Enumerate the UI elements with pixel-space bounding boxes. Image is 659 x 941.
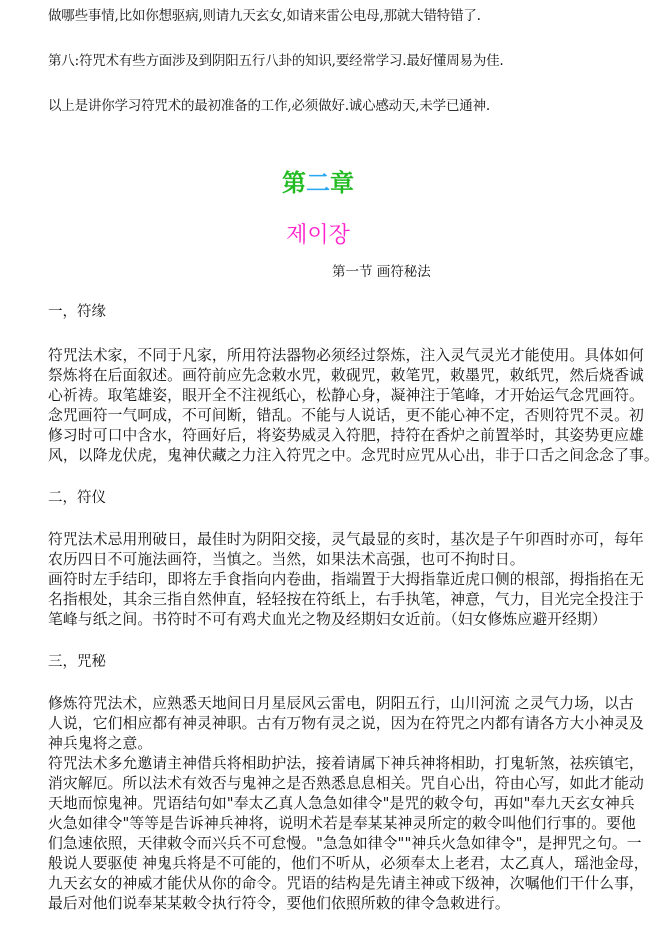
intro-line-1: 做哪些事情,比如你想驱病,则请九天玄女,如请来雷公电母,那就大错特错了. bbox=[48, 8, 481, 24]
section-title: 第一节 画符秘法 bbox=[332, 264, 431, 280]
intro-line-2: 第八:符咒术有些方面涉及到阴阳五行八卦的知识,要经常学习.最好懂周易为佳. bbox=[48, 53, 504, 69]
section-body-3 bbox=[48, 694, 649, 914]
body-line: 火急如律令"等等是告诉神兵神将，说明术若是奉某某神灵所定的敕令叫他们行事的。要他 bbox=[48, 815, 636, 832]
body-line: 心祈祷。取笔雄姿，眼开全不注视纸心，松静心身，凝神注于笔峰，才开始运气念咒画符。 bbox=[48, 387, 644, 404]
body-line: 消灾解厄。所以法术有效否与鬼神之是否熟悉息息相关。咒自心出，符由心写，如此才能动 bbox=[48, 775, 644, 792]
body-line: 风，以降龙伏虎，鬼神伏藏之力注入符咒之中。念咒时应咒从心出，非于口舌之间念念了事。 bbox=[48, 447, 659, 464]
body-line: 人说，它们相应都有神灵神职。古有万物有灵之说，因为在符咒之内都有请各方大小神灵及 bbox=[48, 715, 644, 732]
body-line: 名指根处，其余三指自然伸直，轻轻按在符纸上，右手执笔，神意，气力，目光完全投注于 bbox=[48, 591, 644, 608]
section-heading-1: 一，符缘 bbox=[48, 304, 106, 320]
section-body-2 bbox=[48, 530, 644, 630]
body-line: 符咒法术忌用刑破日，最佳时为阴阳交接，灵气最显的亥时，基次是子午卯酉时亦可，每年 bbox=[48, 531, 644, 548]
body-line: 画符时左手结印，即将左手食指向内卷曲，指端置于大拇指靠近虎口侧的根部，拇指掐在无 bbox=[48, 571, 644, 588]
section-heading-3: 三，咒秘 bbox=[48, 654, 106, 670]
chapter-title-part-2: 二 bbox=[306, 169, 330, 197]
section-heading-2: 二，符仪 bbox=[48, 490, 106, 506]
chapter-title-part-1: 第 bbox=[282, 169, 306, 197]
body-line: 念咒画符一气呵成，不可间断，错乱。不能与人说话，更不能心神不定，否则符咒不灵。初 bbox=[48, 407, 644, 424]
body-line: 们急速依照，天律敕令而兴兵不可怠慢。"急急如律令""神兵火急如律令"，是押咒之句。一 bbox=[48, 835, 642, 852]
body-line: 祭炼将在后面叙述。画符前应先念敕水咒，敕砚咒，敕笔咒，敕墨咒，敕纸咒，然后烧香诚 bbox=[48, 367, 644, 384]
body-line: 修炼符咒法术，应熟悉天地间日月星辰风云雷电，阴阳五行，山川河流 之灵气力场，以古 bbox=[48, 695, 634, 712]
body-line: 般说人要驱使 神鬼兵将是不可能的，他们不听从，必须奉太上老君，太乙真人，瑶池金母， bbox=[48, 855, 649, 872]
body-line: 修习时可口中含水，符画好后，将姿势威灵入符肥，持符在香炉之前置举时，其姿势更应雄 bbox=[48, 427, 644, 444]
chapter-title-part-3: 章 bbox=[330, 169, 354, 197]
body-line: 符咒法术多允邀请主神借兵将相助护法，接着请属下神兵神将相助，打鬼斩煞，祛疾镇宅， bbox=[48, 755, 644, 772]
body-line: 天地而惊鬼神。咒语结句如"奉太乙真人急急如律令"是咒的敕令句，再如"奉九天玄女神兵 bbox=[48, 795, 635, 812]
body-line: 农历四日不可施法画符，当慎之。当然，如果法术高强，也可不拘时日。 bbox=[48, 551, 525, 568]
body-line: 九天玄女的神威才能伏从你的命令。咒语的结构是先请主神或下级神，次嘱他们干什么事， bbox=[48, 875, 644, 892]
section-body-1 bbox=[48, 346, 659, 466]
body-line: 神兵鬼将之意。 bbox=[48, 735, 153, 752]
intro-line-3: 以上是讲你学习符咒术的最初准备的工作,必须做好.诚心感动天,未学已通神. bbox=[48, 98, 490, 114]
korean-title: 제이장 bbox=[286, 223, 350, 248]
body-line: 笔峰与纸之间。书符时不可有鸡犬血光之物及经期妇女近前。（妇女修炼应避开经期） bbox=[48, 611, 607, 628]
chapter-title bbox=[0, 168, 636, 198]
body-line: 最后对他们说奉某某敕令执行符令，要他们依照所敕的律令急敕进行。 bbox=[48, 895, 510, 912]
body-line: 符咒法术家，不同于凡家，所用符法器物必须经过祭炼，注入灵气灵光才能使用。具体如何 bbox=[48, 347, 644, 364]
